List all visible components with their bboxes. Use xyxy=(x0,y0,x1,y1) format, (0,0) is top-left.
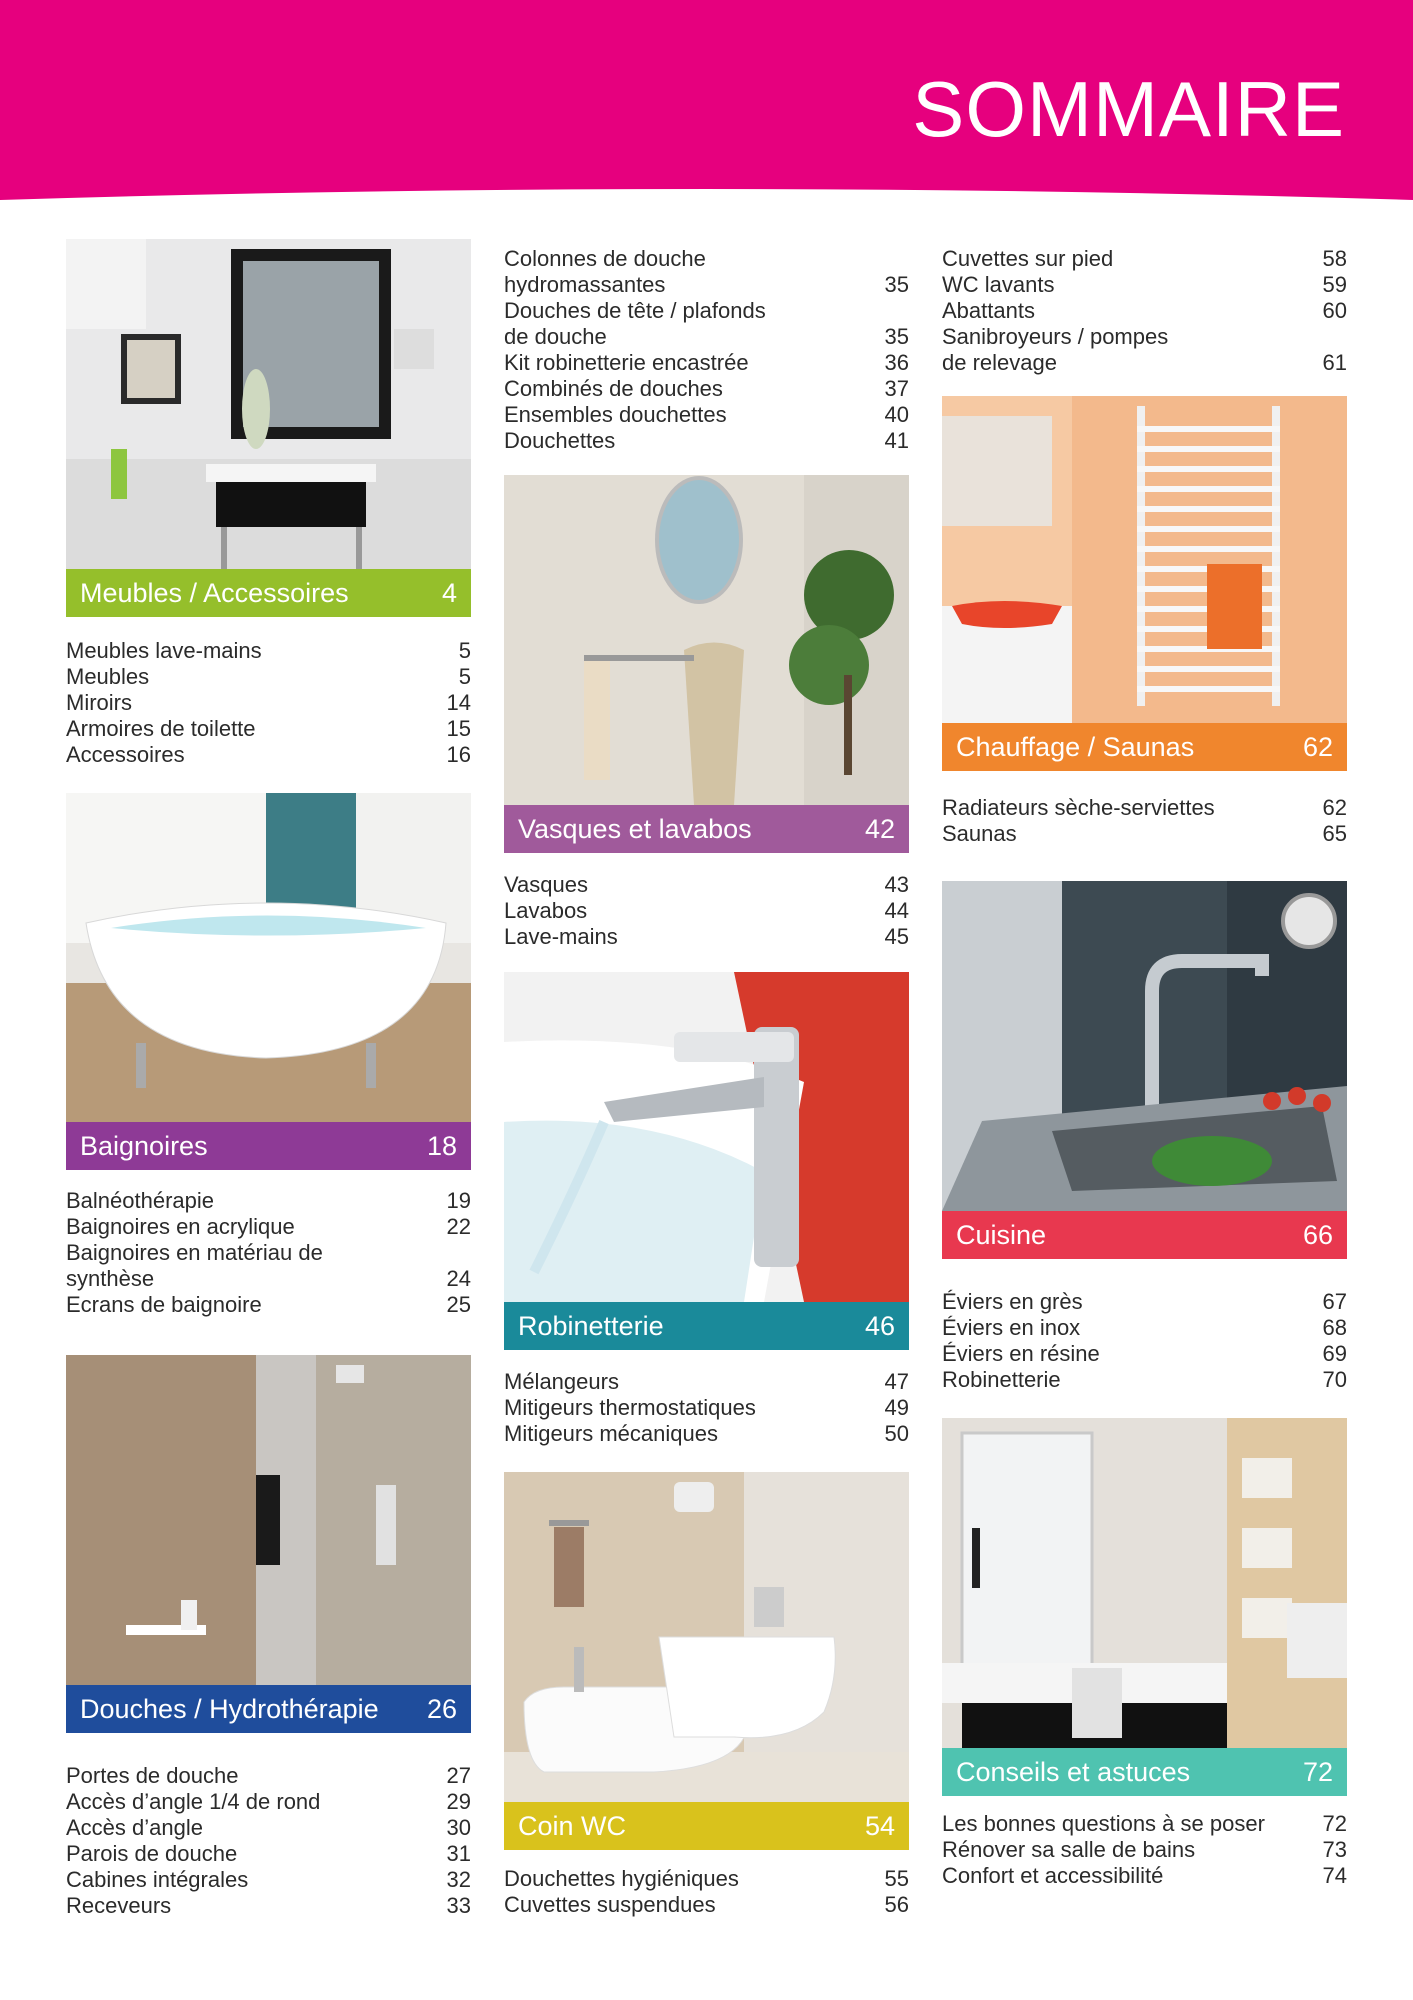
list-item[interactable]: Armoires de toilette 15 xyxy=(66,716,471,741)
photo-kitchen-sink xyxy=(942,881,1347,1211)
photo-bathtub xyxy=(66,793,471,1122)
section-page: 18 xyxy=(426,1131,457,1161)
section-title: Robinetterie xyxy=(518,1311,664,1341)
list-item[interactable]: Kit robinetterie encastrée 36 xyxy=(504,350,909,375)
section-title: Meubles / Accessoires xyxy=(80,578,349,608)
list-conseils xyxy=(942,1811,1347,1889)
list-vasques xyxy=(504,872,909,950)
list-baignoires xyxy=(66,1188,471,1318)
list-item[interactable]: Accessoires 16 xyxy=(66,742,471,767)
list-wc xyxy=(504,1866,909,1918)
list-item[interactable]: Les bonnes questions à se poser 72 xyxy=(942,1811,1347,1836)
list-item[interactable]: Mélangeurs 47 xyxy=(504,1369,909,1394)
page-title: SOMMAIRE xyxy=(912,65,1345,153)
list-item[interactable]: Baignoires en matériau de xyxy=(66,1240,323,1265)
list-item[interactable]: Sanibroyeurs / pompes xyxy=(942,324,1169,349)
list-item[interactable]: Cuvettes suspendues 56 xyxy=(504,1892,909,1917)
photo-towel-radiator xyxy=(942,396,1347,723)
list-item[interactable]: Cabines intégrales 32 xyxy=(66,1867,471,1892)
section-page: 46 xyxy=(864,1311,895,1341)
list-douches-suite xyxy=(504,246,909,454)
section-band-wc[interactable] xyxy=(504,1802,909,1850)
section-page: 4 xyxy=(441,578,457,608)
page-header xyxy=(0,0,1413,210)
photo-faucet xyxy=(504,972,909,1302)
section-band-chauffage[interactable] xyxy=(942,723,1347,771)
list-item[interactable]: Ensembles douchettes 40 xyxy=(504,402,909,427)
list-item[interactable]: Confort et accessibilité 74 xyxy=(942,1863,1347,1888)
section-page: 62 xyxy=(1302,732,1333,762)
list-item[interactable]: Receveurs 33 xyxy=(66,1893,471,1918)
list-item[interactable]: Lave-mains 45 xyxy=(504,924,909,949)
section-band-douches[interactable] xyxy=(66,1685,471,1733)
list-item[interactable]: Lavabos 44 xyxy=(504,898,909,923)
photo-bathroom-furniture xyxy=(66,239,471,569)
list-item[interactable]: Éviers en inox 68 xyxy=(942,1315,1347,1340)
list-item[interactable]: Radiateurs sèche-serviettes 62 xyxy=(942,795,1347,820)
list-item[interactable]: hydromassantes 35 xyxy=(504,272,909,297)
list-item[interactable]: Mitigeurs mécaniques 50 xyxy=(504,1421,909,1446)
section-title: Cuisine xyxy=(956,1220,1047,1250)
list-item[interactable]: Douchettes 41 xyxy=(504,428,909,453)
list-douches xyxy=(66,1763,471,1919)
section-page: 42 xyxy=(864,814,895,844)
list-wc-suite xyxy=(942,246,1347,376)
section-title: Chauffage / Saunas xyxy=(956,732,1195,762)
photo-toilet xyxy=(504,1472,909,1802)
section-title: Baignoires xyxy=(80,1131,208,1161)
section-band-vasques[interactable] xyxy=(504,805,909,853)
list-item[interactable]: Douches de tête / plafonds xyxy=(504,298,766,323)
list-item[interactable]: Douchettes hygiéniques 55 xyxy=(504,1866,909,1891)
list-item[interactable]: Combinés de douches 37 xyxy=(504,376,909,401)
section-title: Vasques et lavabos xyxy=(518,814,752,844)
list-item[interactable]: Portes de douche 27 xyxy=(66,1763,471,1788)
list-item[interactable]: Abattants 60 xyxy=(942,298,1347,323)
list-item[interactable]: Accès d’angle 1/4 de rond 29 xyxy=(66,1789,471,1814)
list-item[interactable]: Parois de douche 31 xyxy=(66,1841,471,1866)
list-item[interactable]: de douche 35 xyxy=(504,324,909,349)
list-item[interactable]: Rénover sa salle de bains 73 xyxy=(942,1837,1347,1862)
list-item[interactable]: Éviers en résine 69 xyxy=(942,1341,1347,1366)
section-title: Conseils et astuces xyxy=(956,1757,1191,1787)
list-chauffage xyxy=(942,795,1347,847)
list-item[interactable]: Baignoires en acrylique 22 xyxy=(66,1214,471,1239)
section-title: Coin WC xyxy=(518,1811,627,1841)
photo-washbasin xyxy=(504,475,909,805)
section-page: 54 xyxy=(864,1811,895,1841)
list-item[interactable]: Mitigeurs thermostatiques 49 xyxy=(504,1395,909,1420)
list-item[interactable]: Vasques 43 xyxy=(504,872,909,897)
list-cuisine xyxy=(942,1289,1347,1393)
section-page: 66 xyxy=(1302,1220,1333,1250)
section-page: 26 xyxy=(426,1694,457,1724)
list-meubles xyxy=(66,638,471,768)
list-item[interactable]: Robinetterie 70 xyxy=(942,1367,1347,1392)
list-item[interactable]: Éviers en grès 67 xyxy=(942,1289,1347,1314)
list-item[interactable]: Balnéothérapie 19 xyxy=(66,1188,471,1213)
list-item[interactable]: de relevage 61 xyxy=(942,350,1347,375)
photo-shower xyxy=(66,1355,471,1685)
list-robinetterie xyxy=(504,1369,909,1447)
section-band-baignoires[interactable] xyxy=(66,1122,471,1170)
section-title: Douches / Hydrothérapie xyxy=(80,1694,379,1724)
list-item[interactable]: Colonnes de douche xyxy=(504,246,706,271)
list-item[interactable]: synthèse 24 xyxy=(66,1266,471,1291)
section-band-conseils[interactable] xyxy=(942,1748,1347,1796)
list-item[interactable]: WC lavants 59 xyxy=(942,272,1347,297)
section-page: 72 xyxy=(1302,1757,1333,1787)
section-band-robinetterie[interactable] xyxy=(504,1302,909,1350)
section-band-cuisine[interactable] xyxy=(942,1211,1347,1259)
list-item[interactable]: Ecrans de baignoire 25 xyxy=(66,1292,471,1317)
photo-shower-bath xyxy=(942,1418,1347,1748)
list-item[interactable]: Miroirs 14 xyxy=(66,690,471,715)
list-item[interactable]: Meubles 5 xyxy=(66,664,471,689)
list-item[interactable]: Saunas 65 xyxy=(942,821,1347,846)
list-item[interactable]: Meubles lave-mains 5 xyxy=(66,638,471,663)
list-item[interactable]: Accès d’angle 30 xyxy=(66,1815,471,1840)
list-item[interactable]: Cuvettes sur pied 58 xyxy=(942,246,1347,271)
section-band-meubles[interactable] xyxy=(66,569,471,617)
